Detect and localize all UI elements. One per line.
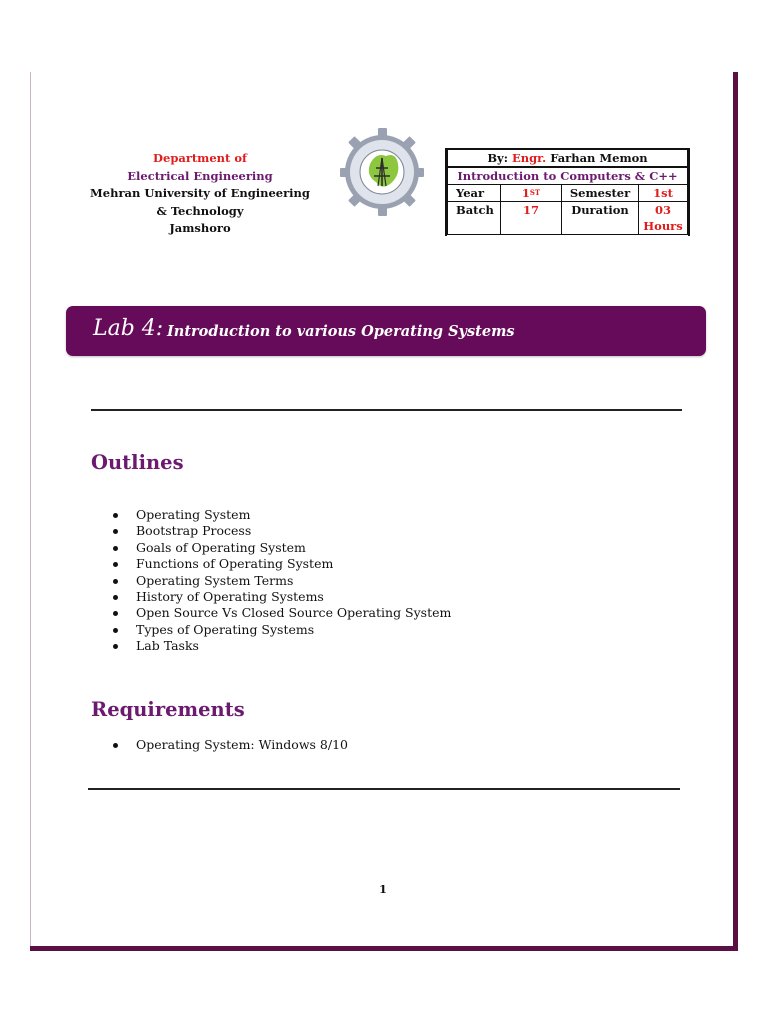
author-cell <box>448 149 688 167</box>
year-suffix: ST <box>529 188 541 197</box>
author-title: Engr. <box>511 151 547 165</box>
lab-number: Lab 4: <box>93 316 164 341</box>
duration-label: Duration <box>562 202 639 235</box>
list-item: Operating System: Windows 8/10 <box>110 737 348 753</box>
list-item: Bootstrap Process <box>110 523 451 539</box>
list-item: Operating System <box>110 507 451 523</box>
page-border-right <box>733 72 738 950</box>
bottom-divider <box>88 788 680 790</box>
list-item: Open Source Vs Closed Source Operating System <box>110 605 451 621</box>
course-title: Introduction to Computers & C++ <box>448 167 688 185</box>
list-item: Lab Tasks <box>110 638 451 654</box>
duration-unit: Hours <box>643 219 683 233</box>
list-item: Operating System Terms <box>110 573 451 589</box>
page-number: 1 <box>378 882 387 896</box>
author-name: Farhan Memon <box>550 151 648 165</box>
department-name: Electrical Engineering <box>127 168 273 183</box>
university-name-line2: & Technology <box>156 203 244 218</box>
batch-label: Batch <box>448 202 501 235</box>
duration-value-cell <box>639 202 688 235</box>
top-divider <box>91 409 682 411</box>
list-item: Goals of Operating System <box>110 540 451 556</box>
university-seal-icon <box>340 128 424 216</box>
lab-title: Introduction to various Operating Systems <box>167 323 515 340</box>
semester-label: Semester <box>562 185 639 202</box>
outlines-list <box>110 507 451 655</box>
duration-value: 03 <box>654 203 671 217</box>
requirements-heading: Requirements <box>91 698 245 721</box>
page-border-bottom <box>30 946 738 951</box>
lab-title-banner <box>66 306 706 356</box>
list-item: History of Operating Systems <box>110 589 451 605</box>
department-of: Department of <box>153 151 247 165</box>
year-label: Year <box>448 185 501 202</box>
outlines-heading: Outlines <box>91 451 184 474</box>
list-item: Types of Operating Systems <box>110 622 451 638</box>
semester-value: 1st <box>639 185 688 202</box>
department-block <box>80 150 320 238</box>
university-city: Jamshoro <box>169 221 231 235</box>
university-name-line1: Mehran University of Engineering <box>90 186 310 200</box>
year-value: 1 <box>521 186 530 200</box>
year-value-cell <box>501 185 562 202</box>
list-item: Functions of Operating System <box>110 556 451 572</box>
batch-value: 17 <box>501 202 562 235</box>
by-label: By: <box>487 151 508 165</box>
requirements-list <box>110 737 348 753</box>
course-info-table <box>445 148 690 236</box>
page-border-left <box>30 72 31 950</box>
